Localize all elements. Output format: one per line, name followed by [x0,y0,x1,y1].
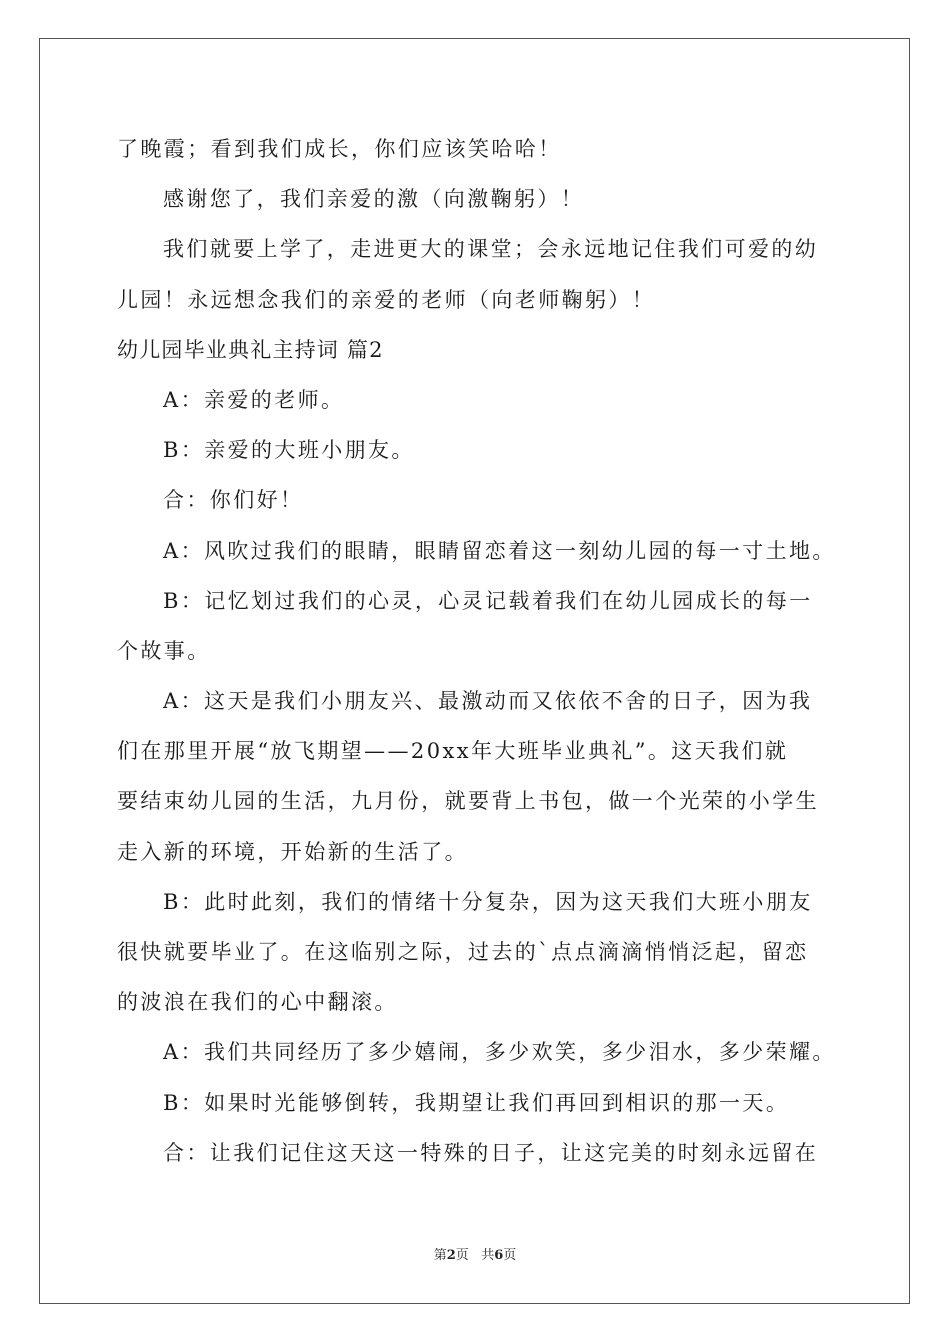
text-line: A：风吹过我们的眼睛，眼睛留恋着这一刻幼儿园的每一寸土地。 [163,538,836,563]
text-line: A：亲爱的老师。 [163,387,345,412]
total-pages: 6 [494,1248,504,1263]
total-suffix: 页 [503,1248,517,1263]
document-body [117,124,837,1178]
text-line: A：我们共同经历了多少嬉闹，多少欢笑，多少泪水，多少荣耀。 [163,1040,836,1065]
page-prefix: 第 [433,1248,447,1263]
text-line: 们在那里开展“放飞期望——20xx年大班毕业典礼”。这天我们就 [117,739,789,764]
text-line: 很快就要毕业了。在这临别之际，过去的`点点滴滴悄悄泛起，留恋 [117,940,809,964]
page-number: 2 [446,1248,456,1263]
section-heading: 幼儿园毕业典礼主持词 篇2 [117,337,384,362]
text-line: 合：你们好！ [163,488,304,513]
text-line: 了晚霞；看到我们成长，你们应该笑哈哈！ [117,137,562,161]
text-line: A：这天是我们小朋友兴、最激动而又依依不舍的日子，因为我 [163,689,813,714]
text-line: 的波浪在我们的心中翻滚。 [117,990,398,1015]
text-line: 儿园！永远想念我们的亲爱的老师（向老师鞠躬）！ [117,287,656,312]
text-line: B：亲爱的大班小朋友。 [163,438,415,463]
text-line: 走入新的环境，开始新的生活了。 [117,839,468,864]
text-line: 要结束幼儿园的生活，九月份，就要背上书包，做一个光荣的小学生 [117,789,819,814]
text-line: B：此时此刻，我们的情绪十分复杂，因为这天我们大班小朋友 [163,889,813,914]
page-suffix: 页 [455,1248,469,1263]
text-line: B：如果时光能够倒转，我期望让我们再回到相识的那一天。 [163,1090,790,1115]
text-line: 合：让我们记住这天这一特殊的日子，让这完美的时刻永远留在 [163,1140,819,1165]
text-line: B：记忆划过我们的心灵，心灵记载着我们在幼儿园成长的每一 [163,588,813,613]
text-line: 感谢您了，我们亲爱的激（向激鞠躬）！ [163,187,585,212]
text-line: 个故事。 [117,638,211,663]
text-line: 我们就要上学了，走进更大的课堂；会永远地记住我们可爱的幼 [163,237,819,262]
page-footer [0,1244,950,1263]
total-prefix: 共 [481,1248,495,1263]
